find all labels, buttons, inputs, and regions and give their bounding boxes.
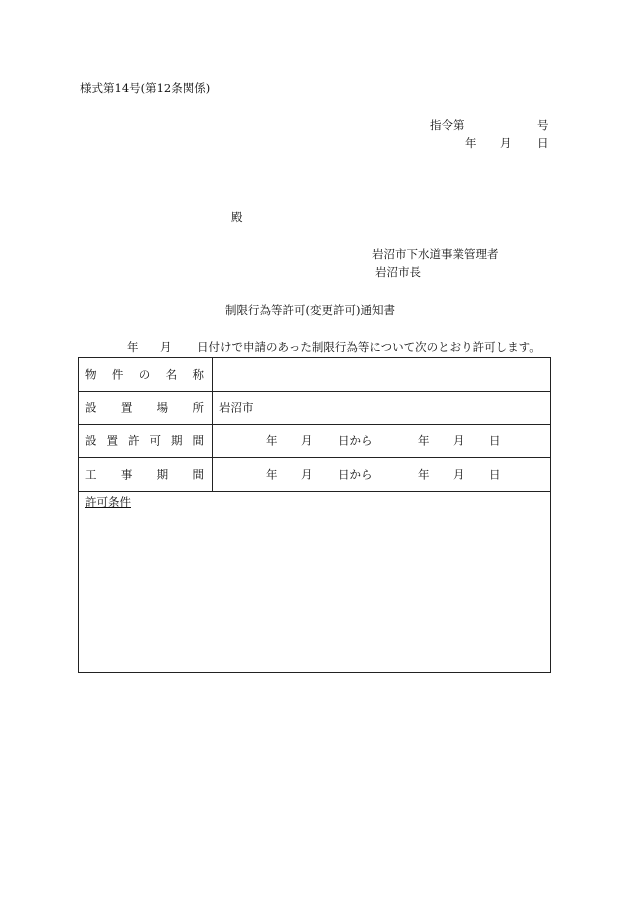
label-char: 可 [149,433,161,448]
permit-to-month: 月 [453,433,465,448]
label-char: 事 [120,466,133,481]
construction-to-month: 月 [453,466,465,481]
issuer-title: 岩沼市下水道事業管理者 [372,247,499,261]
permit-from-month: 月 [301,433,313,448]
label-char: 期 [171,433,183,448]
table-row-construction-period [79,458,550,492]
row-label-cell [79,425,213,457]
permit-from-year: 年 [266,433,278,448]
permit-to-year: 年 [418,433,430,448]
permit-period-field[interactable] [213,425,550,457]
label-char: 間 [192,433,204,448]
label-char: 間 [192,466,204,481]
label-char: 名 [165,366,178,381]
label-char: の [138,366,151,381]
label-char: 所 [192,400,204,415]
intro-year: 年 [127,340,139,354]
location-value: 岩沼市 [219,400,254,415]
order-number-label: 指令第 [430,118,465,132]
construction-to-day: 日 [489,466,501,481]
form-number: 様式第14号(第12条関係) [80,81,211,95]
label-char: 置 [106,433,118,448]
addressee-honorific: 殿 [231,210,243,224]
row-label-property-name [85,366,204,381]
issue-date-year: 年 [465,136,477,150]
construction-period-field[interactable] [213,458,550,491]
issuer-name: 岩沼市長 [375,265,421,279]
row-label-location [85,402,204,414]
label-char: 件 [111,366,124,381]
document-title: 制限行為等許可(変更許可)通知書 [225,303,395,317]
label-char: 設 [85,400,97,415]
construction-from-month: 月 [301,466,313,481]
permit-table [78,357,551,673]
issue-date-month: 月 [500,136,512,150]
row-label-permit-period [85,435,204,447]
label-char: 設 [85,433,97,448]
intro-month: 月 [160,340,172,354]
intro-sentence: 日付けで申請のあった制限行為等について次のとおり許可します。 [197,340,541,354]
property-name-field[interactable] [213,358,550,391]
permit-to-day: 日 [489,433,501,448]
construction-from-day: 日から [338,466,373,481]
order-number-suffix: 号 [537,118,549,132]
permit-from-day: 日から [338,433,373,448]
row-label-cell [79,358,213,391]
row-label-cell [79,392,213,424]
construction-to-year: 年 [418,466,430,481]
label-char: 場 [156,400,169,415]
location-field[interactable] [213,392,550,424]
issue-date-day: 日 [537,136,549,150]
label-char: 許 [128,433,140,448]
permit-conditions-label: 許可条件 [85,495,131,509]
table-row-property-name [79,358,550,392]
table-row-permit-period [79,425,550,458]
label-char: 称 [192,366,204,381]
label-char: 物 [85,366,97,381]
row-label-cell [79,458,213,491]
construction-from-year: 年 [266,466,278,481]
row-label-construction-period [85,466,204,481]
label-char: 工 [85,466,97,481]
label-char: 期 [156,466,169,481]
label-char: 置 [120,400,133,415]
table-row-location [79,392,550,425]
